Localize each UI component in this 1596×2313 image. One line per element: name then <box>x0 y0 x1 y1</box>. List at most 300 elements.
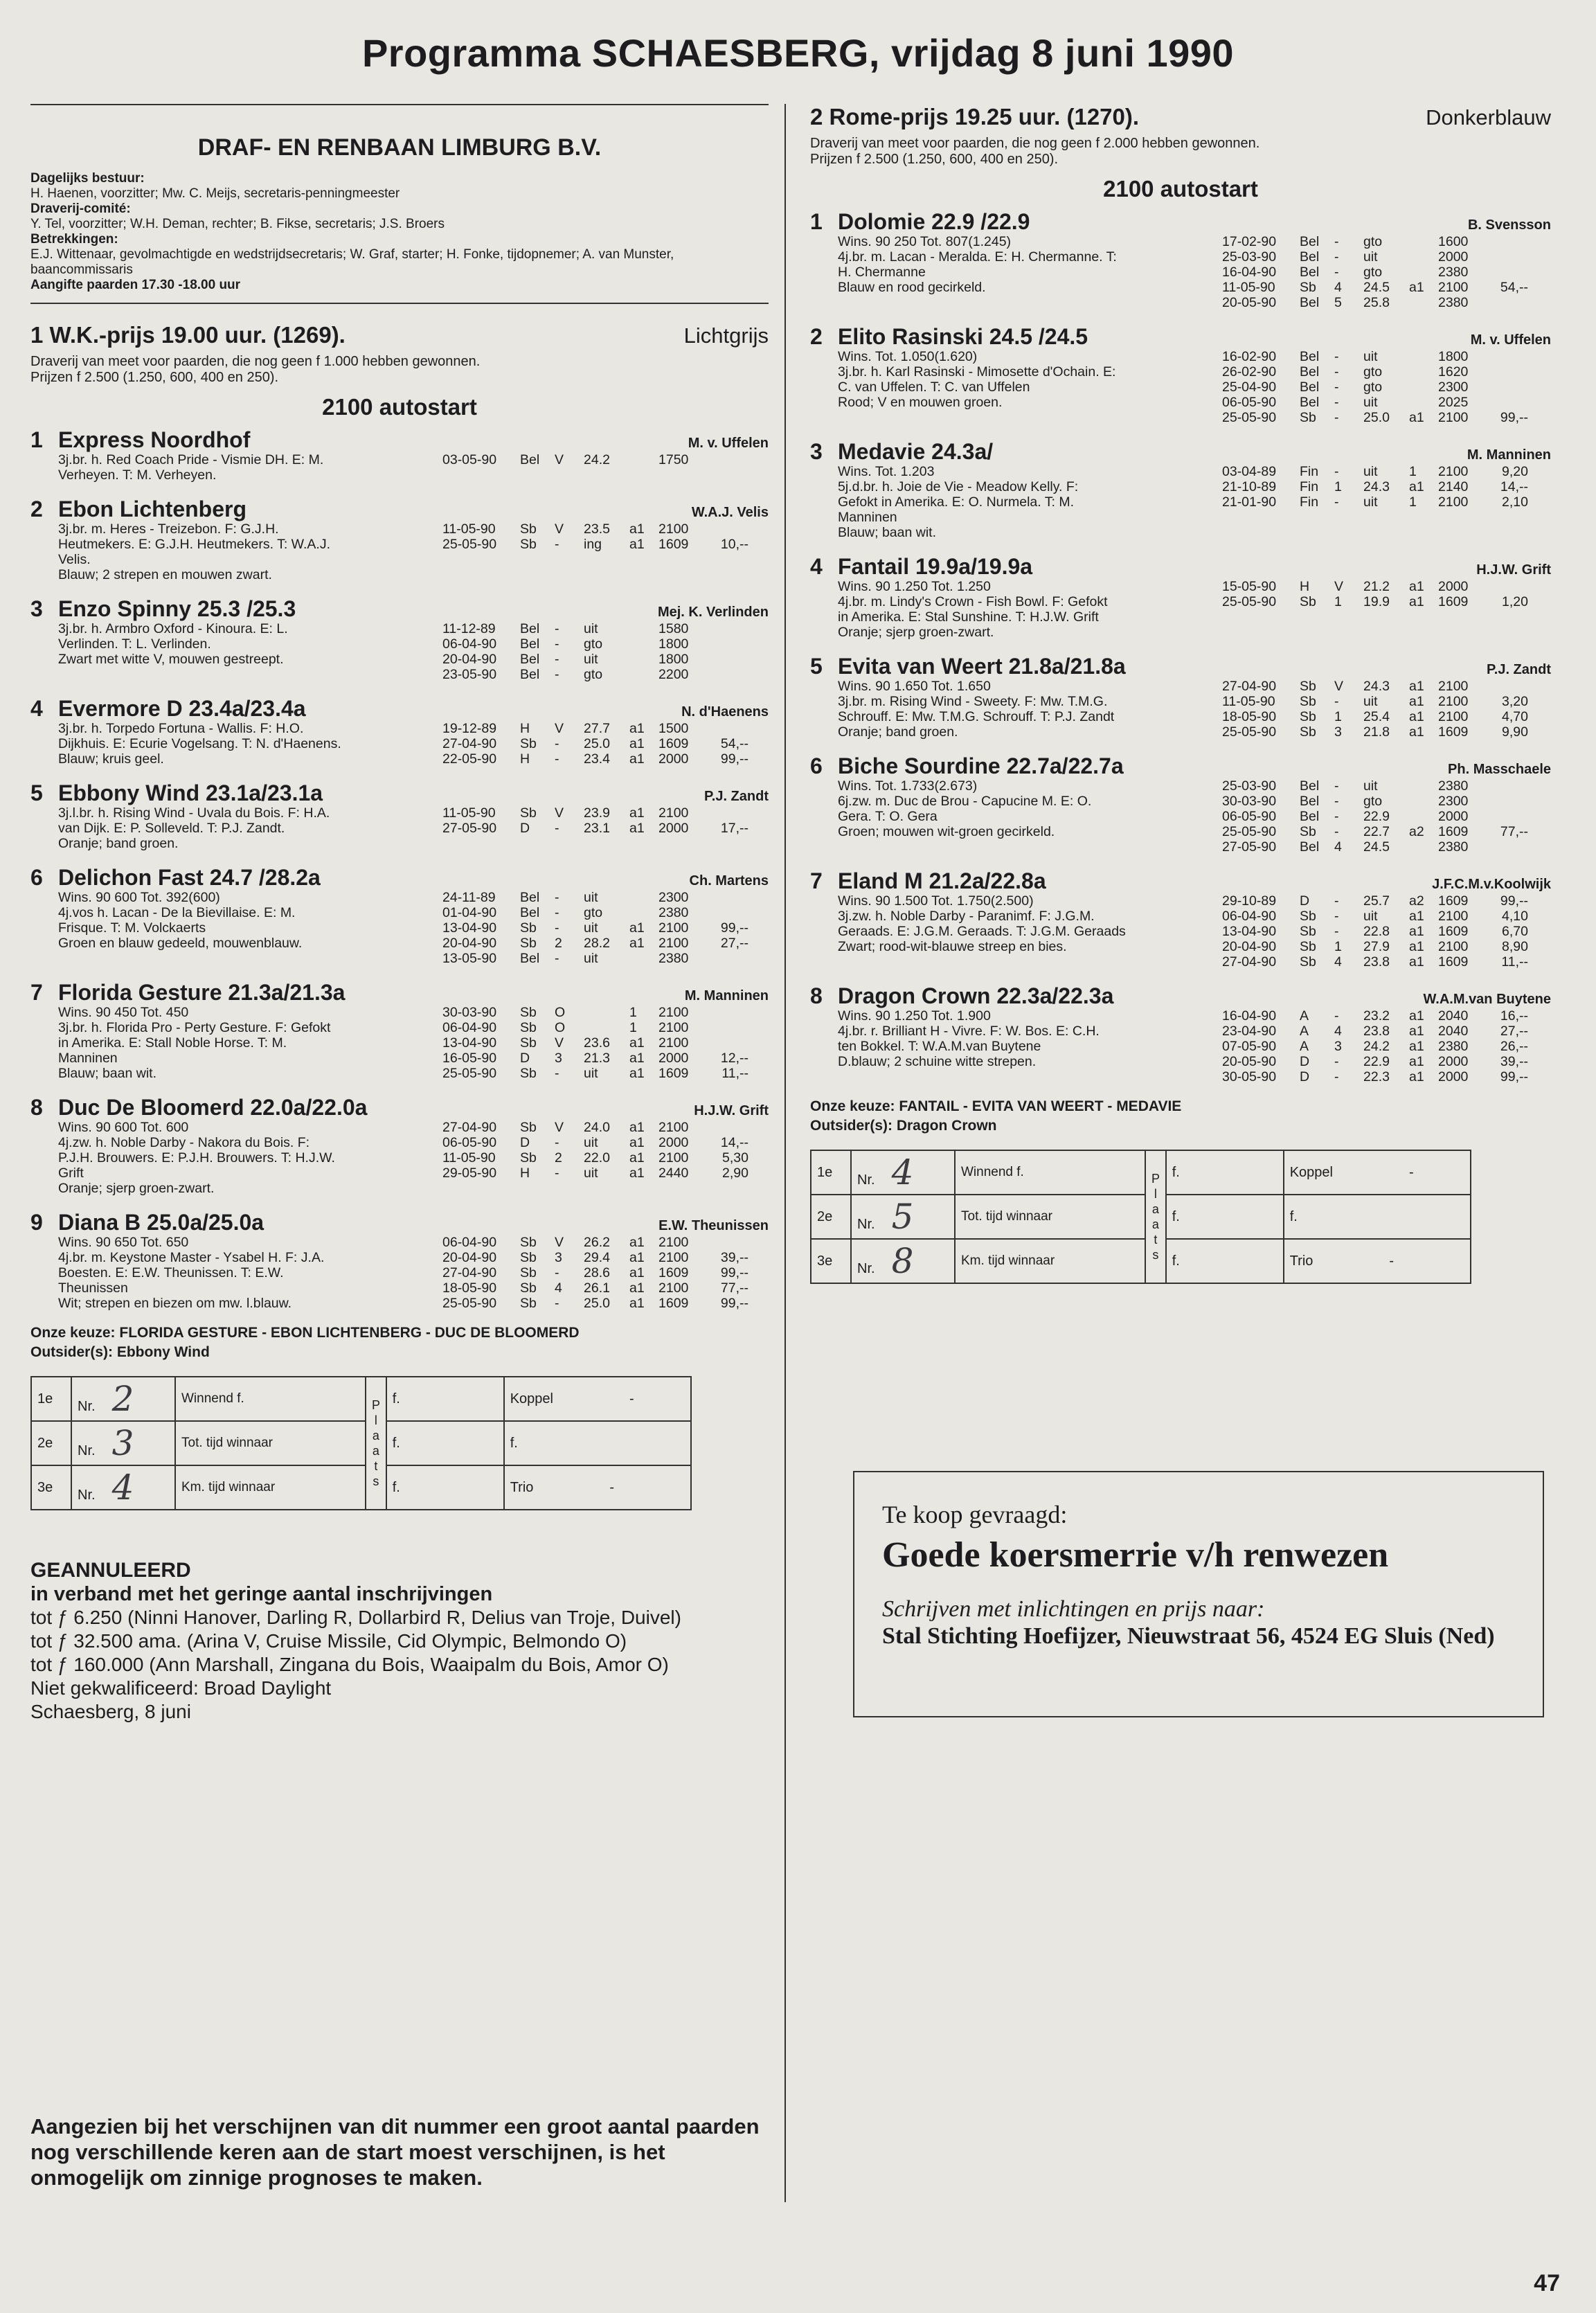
race-start-code <box>629 667 658 682</box>
race-placing: 4 <box>1334 839 1342 855</box>
race-distance: 1800 <box>658 636 689 652</box>
race-description <box>30 354 769 386</box>
horse-number: 1 <box>810 209 823 234</box>
horse-info-line: Gefokt in Amerika. E: O. Nurmela. T: M. <box>838 494 1074 510</box>
place-label: 1e <box>31 1377 71 1421</box>
horse-number: 3 <box>810 439 823 464</box>
nr-label: Nr. <box>78 1488 96 1503</box>
race-time: 29.4 <box>584 1250 610 1265</box>
number-cell <box>71 1465 175 1510</box>
race-odds <box>1487 679 1528 694</box>
race-prizes: Prijzen f 2.500 (1.250, 600, 400 en 250). <box>810 152 1059 167</box>
horse-info <box>58 621 442 682</box>
geannuleerd-line: Schaesberg, 8 juni <box>30 1701 191 1722</box>
form-row <box>442 1280 769 1296</box>
bet-cell <box>1284 1239 1471 1283</box>
horse-header <box>838 654 1551 679</box>
time-label: Tot. tijd winnaar <box>955 1195 1145 1239</box>
race-track: Bel <box>520 890 540 905</box>
horse-name: Express Noordhof <box>58 427 251 452</box>
race-odds: 2,10 <box>1502 494 1528 510</box>
horse-body <box>838 983 1551 1084</box>
race-time: uit <box>584 1135 598 1150</box>
horse-form <box>1222 679 1551 740</box>
race-odds <box>707 1120 748 1135</box>
form-row <box>1222 909 1551 924</box>
geannuleerd-section <box>30 1559 769 1724</box>
horse-info-line: D.blauw; 2 schuine witte strepen. <box>838 1054 1037 1069</box>
form-row <box>1222 249 1551 265</box>
horse-info-line: Dijkhuis. E: Ecurie Vogelsang. T: N. d'Haenens. <box>58 736 341 751</box>
race-start-code: a1 <box>1409 709 1424 724</box>
horse-info-line: Wins. 90 1.250 Tot. 1.900 <box>838 1008 991 1024</box>
horse-entry <box>810 439 1551 540</box>
form-row <box>442 805 769 821</box>
horse-name: Dragon Crown 22.3a/22.3a <box>838 983 1114 1008</box>
race-placing: - <box>1334 1069 1339 1084</box>
race-start-code: a1 <box>629 1235 645 1250</box>
race-odds: 3,20 <box>1502 694 1528 709</box>
race-distance: 1609 <box>658 736 689 751</box>
race-conditions: Draverij van meet voor paarden, die nog geen f 1.000 hebben gewonnen. <box>30 354 481 369</box>
race-date: 20-05-90 <box>1222 1054 1277 1069</box>
race-odds: 99,-- <box>720 1296 748 1311</box>
race-time: 24.3 <box>1363 679 1390 694</box>
race-track: A <box>1300 1008 1309 1024</box>
race-track: Bel <box>520 452 540 467</box>
horse-name: Diana B 25.0a/25.0a <box>58 1210 264 1235</box>
race-start-code: a2 <box>1409 893 1424 909</box>
horse-form <box>442 805 769 851</box>
horse-body <box>58 980 769 1081</box>
race-odds <box>1487 349 1528 364</box>
race-distance: 2300 <box>1438 794 1469 809</box>
race-distance: 2100 <box>1438 709 1469 724</box>
horse-info-line: Wins. Tot. 1.050(1.620) <box>838 349 978 364</box>
horse-body <box>838 554 1551 640</box>
race-odds <box>1487 364 1528 379</box>
our-choice: Onze keuze: FANTAIL - EVITA VAN WEERT - MEDAVIE <box>810 1098 1182 1114</box>
race-time: gto <box>1363 364 1383 379</box>
horse-info-line: Wins. 90 650 Tot. 650 <box>58 1235 189 1250</box>
race-placing: - <box>555 537 559 552</box>
horse-number: 6 <box>810 753 823 778</box>
horse-info <box>838 234 1222 310</box>
race-time: 22.9 <box>1363 809 1390 824</box>
race-date: 16-04-90 <box>1222 1008 1277 1024</box>
horse-driver: W.A.J. Velis <box>691 505 769 520</box>
race-odds <box>707 805 748 821</box>
race-date: 03-05-90 <box>442 452 497 467</box>
race-date: 20-04-90 <box>442 652 497 667</box>
horse-driver: Ch. Martens <box>689 873 769 888</box>
race-distance: 2300 <box>658 890 689 905</box>
race-placing: - <box>1334 924 1339 939</box>
race-section <box>810 104 1551 1284</box>
race-distance: 1620 <box>1438 364 1469 379</box>
race-placing: - <box>1334 694 1339 709</box>
race-start-code: a1 <box>1409 909 1424 924</box>
horse-form <box>442 1120 769 1196</box>
horse-form <box>1222 893 1551 970</box>
form-row <box>442 905 769 920</box>
horse-body <box>838 209 1551 310</box>
race-start-code: a1 <box>1409 939 1424 954</box>
horse-driver: P.J. Zandt <box>1487 662 1551 677</box>
race-track: Sb <box>520 1296 537 1311</box>
form-row <box>1222 234 1551 249</box>
race-start-code: a1 <box>1409 479 1424 494</box>
horse-info <box>58 521 442 582</box>
race-placing: O <box>555 1005 566 1020</box>
form-row <box>1222 794 1551 809</box>
race-distance: 1609 <box>658 1265 689 1280</box>
form-row <box>442 1120 769 1135</box>
nr-label: Nr. <box>78 1399 96 1414</box>
horse-header <box>58 427 769 452</box>
race-start-type: 2100 autostart <box>322 394 477 420</box>
race-distance: 2000 <box>658 1135 689 1150</box>
horse-entry <box>810 209 1551 310</box>
horse-form <box>442 621 769 682</box>
plaats-value: f. <box>386 1421 504 1465</box>
result-row <box>811 1150 1471 1195</box>
horse-form <box>442 721 769 767</box>
race-time: uit <box>584 621 598 636</box>
form-row <box>1222 579 1551 594</box>
horse-info-line: Oranje; band groen. <box>58 836 179 851</box>
race-track: Sb <box>1300 954 1316 970</box>
race-distance: 1609 <box>1438 893 1469 909</box>
race-time: uit <box>584 920 598 936</box>
race-track: Sb <box>520 1250 537 1265</box>
race-time: 22.8 <box>1363 924 1390 939</box>
horse-info-line: 3j.br. h. Karl Rasinski - Mimosette d'Ochain. E: <box>838 364 1116 379</box>
race-placing: - <box>555 667 559 682</box>
organization-board <box>30 171 769 293</box>
horse-info-line: Zwart; rood-wit-blauwe streep en bies. <box>838 939 1067 954</box>
race-date: 06-05-90 <box>1222 395 1277 410</box>
race-track: Bel <box>520 905 540 920</box>
horse-entry <box>810 554 1551 640</box>
race-placing: 1 <box>1334 479 1342 494</box>
form-row <box>1222 809 1551 824</box>
race-start-code: a1 <box>629 1051 645 1066</box>
race-time: gto <box>1363 379 1383 395</box>
race-placing: - <box>1334 809 1339 824</box>
race-placing: V <box>555 805 564 821</box>
race-time: 23.8 <box>1363 1024 1390 1039</box>
horse-number: 2 <box>30 497 43 521</box>
race-odds: 54,-- <box>1500 280 1528 295</box>
horse-info-line: Verheyen. T: M. Verheyen. <box>58 467 217 483</box>
race-track: Sb <box>520 537 537 552</box>
race-time: 28.2 <box>584 936 610 951</box>
form-row <box>1222 924 1551 939</box>
horse-info <box>838 679 1222 740</box>
race-odds <box>707 521 748 537</box>
form-row <box>1222 778 1551 794</box>
race-track: Sb <box>520 920 537 936</box>
race-start-code: a1 <box>1409 1008 1424 1024</box>
race-date: 30-03-90 <box>442 1005 497 1020</box>
race-placing: V <box>555 721 564 736</box>
race-track: D <box>520 1135 530 1150</box>
place-label: 2e <box>31 1421 71 1465</box>
horse-details <box>838 893 1551 970</box>
race-odds <box>1487 778 1528 794</box>
race-date: 11-12-89 <box>442 621 496 636</box>
race-placing: - <box>555 751 559 767</box>
horse-details <box>838 349 1551 425</box>
race-placing: 3 <box>555 1250 562 1265</box>
horse-info-line: 4j.vos h. Lacan - De la Bievillaise. E: M. <box>58 905 296 920</box>
form-row <box>442 920 769 936</box>
bet-label: Trio <box>1289 1253 1313 1269</box>
bet-cell <box>504 1465 691 1510</box>
race-start-code: a1 <box>1409 679 1424 694</box>
form-row <box>442 1135 769 1150</box>
horse-entry <box>810 983 1551 1084</box>
race-distance: 1609 <box>658 1296 689 1311</box>
handwritten-number: 2 <box>111 1379 134 1419</box>
horse-entry <box>30 696 769 767</box>
ad-heading: Te koop gevraagd: <box>882 1501 1068 1528</box>
race-track: Sb <box>1300 709 1316 724</box>
race-distance: 2040 <box>1438 1008 1469 1024</box>
race-start-code: a1 <box>629 521 645 537</box>
horse-driver: B. Svensson <box>1467 217 1551 233</box>
race-date: 23-04-90 <box>1222 1024 1277 1039</box>
horse-info-line: Velis. <box>58 552 91 567</box>
horse-info-line: Geraads. E: J.G.M. Geraads. T: J.G.M. Geraads <box>838 924 1126 939</box>
race-odds: 27,-- <box>720 936 748 951</box>
horse-info-line: 6j.zw. m. Duc de Brou - Capucine M. E: O. <box>838 794 1092 809</box>
horse-info-line: Wins. 90 1.250 Tot. 1.250 <box>838 579 991 594</box>
form-row <box>1222 479 1551 494</box>
race-track: Fin <box>1300 479 1319 494</box>
race-odds <box>707 636 748 652</box>
race-odds: 10,-- <box>720 537 748 552</box>
race-distance: 2380 <box>658 905 689 920</box>
horse-number: 7 <box>30 980 43 1005</box>
race-time: uit <box>1363 694 1378 709</box>
horse-info <box>58 805 442 851</box>
race-date: 29-10-89 <box>1222 893 1277 909</box>
race-placing: - <box>1334 464 1339 479</box>
horse-entry <box>30 780 769 851</box>
form-row <box>1222 954 1551 970</box>
horse-info-line: in Amerika. E: Stal Sunshine. T: H.J.W. Grift <box>838 609 1099 625</box>
race-odds <box>707 721 748 736</box>
race-odds: 4,10 <box>1502 909 1528 924</box>
number-cell <box>851 1150 955 1195</box>
race-time: gto <box>584 636 603 652</box>
race-track: Bel <box>1300 349 1320 364</box>
race-start-code: a1 <box>1409 1054 1424 1069</box>
form-row <box>1222 724 1551 740</box>
race-distance: 2000 <box>1438 249 1469 265</box>
horse-details <box>58 1120 769 1196</box>
race-date: 16-05-90 <box>442 1051 497 1066</box>
race-distance: 1580 <box>658 621 689 636</box>
race-placing: 2 <box>555 1150 562 1166</box>
race-date: 29-05-90 <box>442 1166 497 1181</box>
race-odds: 1,20 <box>1502 594 1528 609</box>
race-time: 26.1 <box>584 1280 610 1296</box>
race-time: ing <box>584 537 602 552</box>
race-date: 25-05-90 <box>442 537 497 552</box>
horse-info <box>838 1008 1222 1084</box>
race-placing: 3 <box>1334 724 1342 740</box>
race-track: Sb <box>1300 280 1316 295</box>
form-row <box>1222 410 1551 425</box>
result-grid <box>810 1150 1471 1284</box>
race-track: Bel <box>1300 794 1320 809</box>
left-column <box>30 104 769 1724</box>
horse-info <box>58 1005 442 1081</box>
race-time: gto <box>1363 265 1383 280</box>
race-date: 06-04-90 <box>1222 909 1277 924</box>
race-time: uit <box>1363 349 1378 364</box>
form-row <box>1222 364 1551 379</box>
race-time: 23.9 <box>584 805 610 821</box>
form-row <box>1222 694 1551 709</box>
horse-driver: N. d'Haenens <box>681 704 769 720</box>
place-label: 1e <box>811 1150 851 1195</box>
race-time: 27.7 <box>584 721 610 736</box>
horse-number: 5 <box>810 654 823 679</box>
bet-dash: - <box>609 1479 615 1495</box>
race-track: A <box>1300 1039 1309 1054</box>
race-time: 26.2 <box>584 1235 610 1250</box>
page-title: Programma SCHAESBERG, vrijdag 8 juni 1990 <box>361 31 1235 75</box>
horse-form <box>1222 234 1551 310</box>
horse-header <box>58 596 769 621</box>
race-distance: 2200 <box>658 667 689 682</box>
race-distance: 2100 <box>1438 464 1469 479</box>
race-track: Bel <box>1300 809 1320 824</box>
race-odds <box>1487 234 1528 249</box>
horse-body <box>58 696 769 767</box>
form-row <box>442 1066 769 1081</box>
race-distance: 2100 <box>1438 679 1469 694</box>
race-odds: 11,-- <box>1501 954 1528 970</box>
race-track: Sb <box>1300 724 1316 740</box>
horse-details <box>838 679 1551 740</box>
horse-form <box>1222 778 1551 855</box>
race-track: Bel <box>1300 295 1320 310</box>
horse-details <box>838 1008 1551 1084</box>
race-track: Sb <box>1300 694 1316 709</box>
race-placing: - <box>555 1066 559 1081</box>
race-distance: 2380 <box>1438 839 1469 855</box>
race-date: 18-05-90 <box>1222 709 1277 724</box>
horse-number: 6 <box>30 865 43 890</box>
horse-form <box>442 521 769 582</box>
form-row <box>1222 349 1551 364</box>
race-distance: 2140 <box>1438 479 1469 494</box>
race-start-code: a1 <box>629 721 645 736</box>
horse-entry <box>30 1210 769 1311</box>
horse-driver: M. Manninen <box>684 988 769 1003</box>
prognosis-notice: Aangezien bij het verschijnen van dit nummer een groot aantal paarden nog verschillende keren aan de start moest verschijnen, is het onmogelijk om zinnige prognoses te maken. <box>30 2114 760 2190</box>
form-row <box>442 1020 769 1035</box>
horse-entry <box>810 324 1551 425</box>
horse-entry <box>30 980 769 1081</box>
race-placing: - <box>1334 410 1339 425</box>
horse-info-line: Verlinden. T: L. Verlinden. <box>58 636 211 652</box>
race-time: 24.5 <box>1363 280 1390 295</box>
form-row <box>442 1235 769 1250</box>
horse-driver: Mej. K. Verlinden <box>657 605 769 620</box>
race-date: 17-02-90 <box>1222 234 1277 249</box>
race-odds <box>707 452 748 467</box>
race-time: uit <box>584 1166 598 1181</box>
race-start-code: a1 <box>629 936 645 951</box>
horse-header <box>838 983 1551 1008</box>
race-distance: 2380 <box>1438 1039 1469 1054</box>
race-track: Bel <box>520 636 540 652</box>
race-placing: - <box>1334 379 1339 395</box>
race-placing: - <box>555 951 559 966</box>
horse-info-line: C. van Uffelen. T: C. van Uffelen <box>838 379 1030 395</box>
form-row <box>442 1035 769 1051</box>
race-placing: - <box>555 1296 559 1311</box>
horse-info-line: Oranje; sjerp groen-zwart. <box>838 625 994 640</box>
handwritten-number: 3 <box>111 1423 134 1463</box>
race-odds <box>1487 295 1528 310</box>
horse-info-line: Zwart met witte V, mouwen gestreept. <box>58 652 284 667</box>
horse-info-line: 4j.br. m. Lacan - Meralda. E: H. Chermanne. T: <box>838 249 1117 265</box>
nr-label: Nr. <box>857 1261 875 1276</box>
plaats-label: P l a a t s <box>1145 1150 1166 1283</box>
horse-info-line: 3j.br. h. Torpedo Fortuna - Wallis. F: H.O. <box>58 721 304 736</box>
horse-info <box>58 890 442 966</box>
race-placing: 4 <box>555 1280 562 1296</box>
horse-driver: J.F.C.M.v.Koolwijk <box>1432 877 1551 892</box>
horse-driver: E.W. Theunissen <box>658 1218 769 1233</box>
number-cell <box>851 1239 955 1283</box>
race-track: Sb <box>1300 679 1316 694</box>
time-label: Km. tijd winnaar <box>955 1239 1145 1283</box>
horse-info-line: Manninen <box>58 1051 118 1066</box>
race-time: uit <box>584 652 598 667</box>
horse-info-line: 3j.br. h. Red Coach Pride - Vismie DH. E: M. <box>58 452 324 467</box>
race-date: 25-05-90 <box>442 1066 497 1081</box>
horse-header <box>58 497 769 521</box>
horse-header <box>838 868 1551 893</box>
race-placing: - <box>555 890 559 905</box>
race-odds <box>1487 379 1528 395</box>
race-placing: O <box>555 1020 566 1035</box>
advertisement <box>853 1471 1544 1717</box>
form-row <box>1222 1054 1551 1069</box>
race-track: Fin <box>1300 464 1319 479</box>
horse-form <box>442 1235 769 1311</box>
horse-info-line: Theunissen <box>58 1280 128 1296</box>
form-row <box>1222 709 1551 724</box>
race-time: uit <box>1363 494 1378 510</box>
race-odds: 26,-- <box>1500 1039 1528 1054</box>
race-distance: 2380 <box>1438 778 1469 794</box>
horse-info-line: Groen; mouwen wit-groen gecirkeld. <box>838 824 1055 839</box>
race-distance: 2100 <box>1438 939 1469 954</box>
race-placing: V <box>555 1235 564 1250</box>
form-row <box>1222 494 1551 510</box>
race-placing: 3 <box>555 1051 562 1066</box>
form-row <box>442 667 769 682</box>
